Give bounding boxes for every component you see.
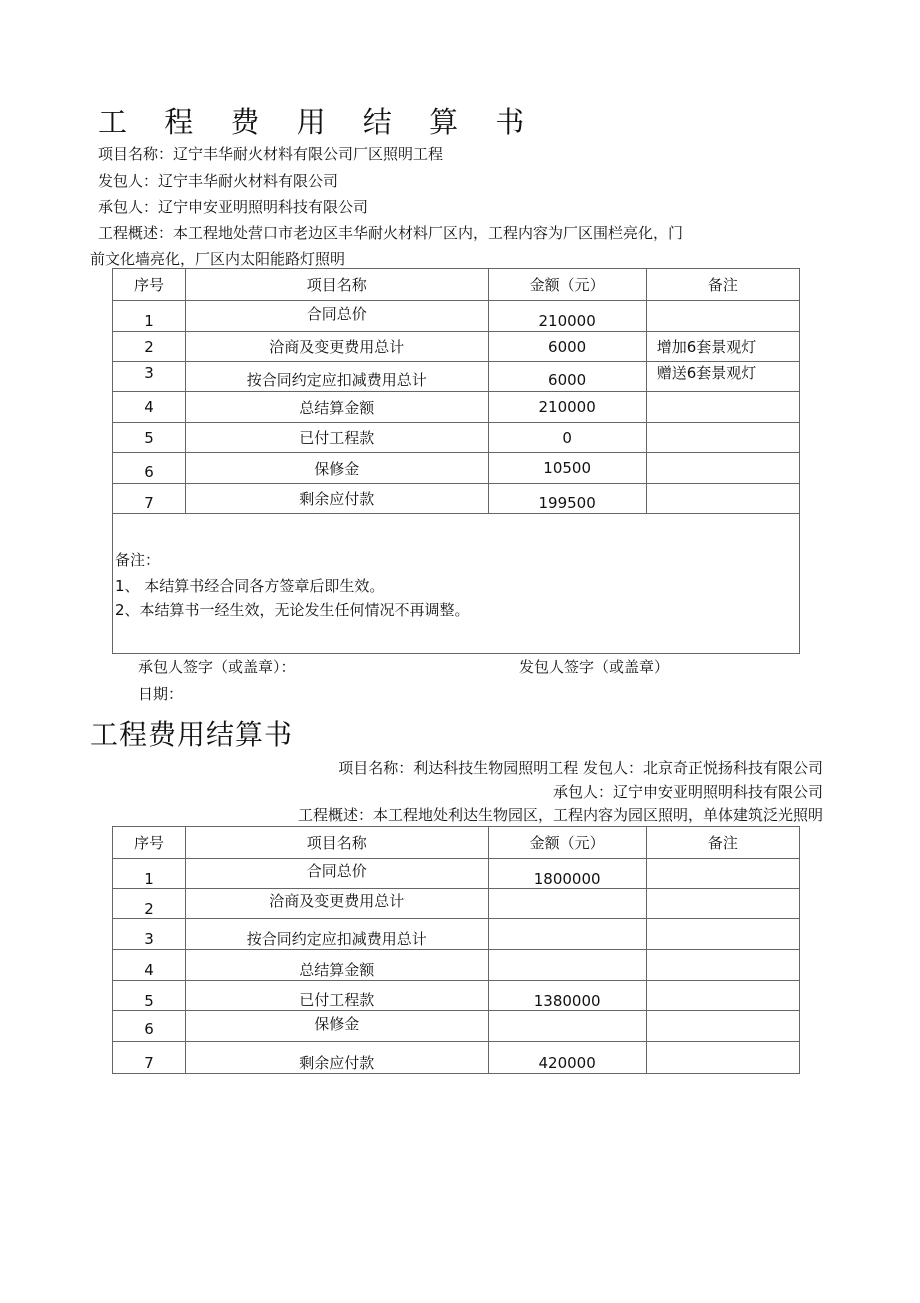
doc1-settlement-table xyxy=(112,268,800,514)
table-row xyxy=(113,981,800,1011)
table-row xyxy=(113,392,800,423)
cell-amount: 1380000 xyxy=(488,981,646,1011)
table-row xyxy=(113,859,800,889)
date-label: 日期： xyxy=(138,685,184,703)
cell-name: 总结算金额 xyxy=(186,950,488,981)
doc1-overview-line2: 前文化墙亮化，厂区内太阳能路灯照明 xyxy=(90,250,346,268)
table-row xyxy=(113,484,800,514)
cell-amount xyxy=(488,889,646,919)
client-signature-label: 发包人签字（或盖章） xyxy=(519,658,670,676)
cell-amount: 6000 xyxy=(488,332,646,362)
cell-name: 按合同约定应扣减费用总计 xyxy=(186,919,488,950)
cell-no: 3 xyxy=(113,362,186,392)
table-row xyxy=(113,453,800,484)
table-row xyxy=(113,362,800,392)
cell-amount: 1800000 xyxy=(488,859,646,889)
cell-amount: 420000 xyxy=(488,1042,646,1074)
cell-no: 7 xyxy=(113,484,186,514)
cell-no: 7 xyxy=(113,1042,186,1074)
cell-no: 5 xyxy=(113,423,186,453)
cell-note xyxy=(646,1011,799,1042)
doc2-project-client: 项目名称：利达科技生物园照明工程 发包人：北京奇正悦扬科技有限公司 xyxy=(338,759,823,777)
doc2-contractor: 承包人：辽宁申安亚明照明科技有限公司 xyxy=(552,783,823,801)
cell-note xyxy=(646,453,799,484)
cell-name: 洽商及变更费用总计 xyxy=(186,889,488,919)
table-row xyxy=(113,919,800,950)
cell-name: 已付工程款 xyxy=(186,981,488,1011)
table-row xyxy=(113,950,800,981)
header-no: 序号 xyxy=(113,269,186,301)
header-item: 项目名称 xyxy=(186,827,488,859)
cell-note xyxy=(646,950,799,981)
cell-note xyxy=(646,889,799,919)
table-row xyxy=(113,423,800,453)
cell-no: 4 xyxy=(113,392,186,423)
header-amount: 金额（元） xyxy=(488,269,646,301)
doc1-client: 发包人：辽宁丰华耐火材料有限公司 xyxy=(98,172,339,190)
cell-note: 增加6套景观灯 xyxy=(646,332,799,362)
doc2-overview: 工程概述：本工程地处利达生物园区，工程内容为园区照明，单体建筑泛光照明 xyxy=(297,806,823,824)
doc2-settlement-table xyxy=(112,826,800,1074)
remark-1: 1、 本结算书经合同各方签章后即生效。 xyxy=(115,577,385,595)
table-row xyxy=(113,889,800,919)
header-item: 项目名称 xyxy=(186,269,488,301)
table-row xyxy=(113,1042,800,1074)
cell-note xyxy=(646,392,799,423)
header-no: 序号 xyxy=(113,827,186,859)
table-row xyxy=(113,1011,800,1042)
doc1-overview-line1: 工程概述：本工程地处营口市老边区丰华耐火材料厂区内，工程内容为厂区围栏亮化，门 xyxy=(98,224,684,242)
remark-2: 2、本结算书一经生效，无论发生任何情况不再调整。 xyxy=(115,601,470,619)
cell-name: 按合同约定应扣减费用总计 xyxy=(186,362,488,392)
cell-name: 剩余应付款 xyxy=(186,484,488,514)
cell-name: 保修金 xyxy=(186,1011,488,1042)
cell-amount xyxy=(488,950,646,981)
cell-note xyxy=(646,919,799,950)
table-row xyxy=(113,332,800,362)
cell-amount: 0 xyxy=(488,423,646,453)
cell-no: 2 xyxy=(113,332,186,362)
doc1-contractor: 承包人：辽宁申安亚明照明科技有限公司 xyxy=(98,198,369,216)
doc1-remarks-box xyxy=(112,513,800,654)
header-amount: 金额（元） xyxy=(488,827,646,859)
header-note: 备注 xyxy=(646,827,799,859)
cell-amount: 210000 xyxy=(488,301,646,332)
doc2-title: 工程费用结算书 xyxy=(90,718,294,751)
cell-note xyxy=(646,859,799,889)
cell-name: 已付工程款 xyxy=(186,423,488,453)
cell-name: 合同总价 xyxy=(186,301,488,332)
cell-no: 6 xyxy=(113,453,186,484)
cell-no: 3 xyxy=(113,919,186,950)
cell-name: 洽商及变更费用总计 xyxy=(186,332,488,362)
cell-name: 合同总价 xyxy=(186,859,488,889)
cell-amount: 10500 xyxy=(488,453,646,484)
cell-name: 总结算金额 xyxy=(186,392,488,423)
cell-amount xyxy=(488,919,646,950)
cell-name: 剩余应付款 xyxy=(186,1042,488,1074)
table-header-row xyxy=(113,827,800,859)
header-note: 备注 xyxy=(646,269,799,301)
cell-note xyxy=(646,423,799,453)
cell-amount: 6000 xyxy=(488,362,646,392)
remarks-title: 备注： xyxy=(115,551,161,569)
cell-amount xyxy=(488,1011,646,1042)
cell-no: 4 xyxy=(113,950,186,981)
cell-note xyxy=(646,981,799,1011)
doc1-title: 工 程 费 用 结 算 书 xyxy=(98,105,539,139)
cell-amount: 199500 xyxy=(488,484,646,514)
cell-note xyxy=(646,1042,799,1074)
cell-no: 1 xyxy=(113,859,186,889)
cell-no: 6 xyxy=(113,1011,186,1042)
cell-no: 5 xyxy=(113,981,186,1011)
table-header-row xyxy=(113,269,800,301)
table-row xyxy=(113,301,800,332)
cell-no: 2 xyxy=(113,889,186,919)
cell-note xyxy=(646,301,799,332)
cell-note: 赠送6套景观灯 xyxy=(646,362,799,392)
doc1-project-name: 项目名称：辽宁丰华耐火材料有限公司厂区照明工程 xyxy=(98,145,444,163)
cell-note xyxy=(646,484,799,514)
cell-amount: 210000 xyxy=(488,392,646,423)
cell-name: 保修金 xyxy=(186,453,488,484)
contractor-signature-label: 承包人签字（或盖章）： xyxy=(138,658,296,676)
cell-no: 1 xyxy=(113,301,186,332)
